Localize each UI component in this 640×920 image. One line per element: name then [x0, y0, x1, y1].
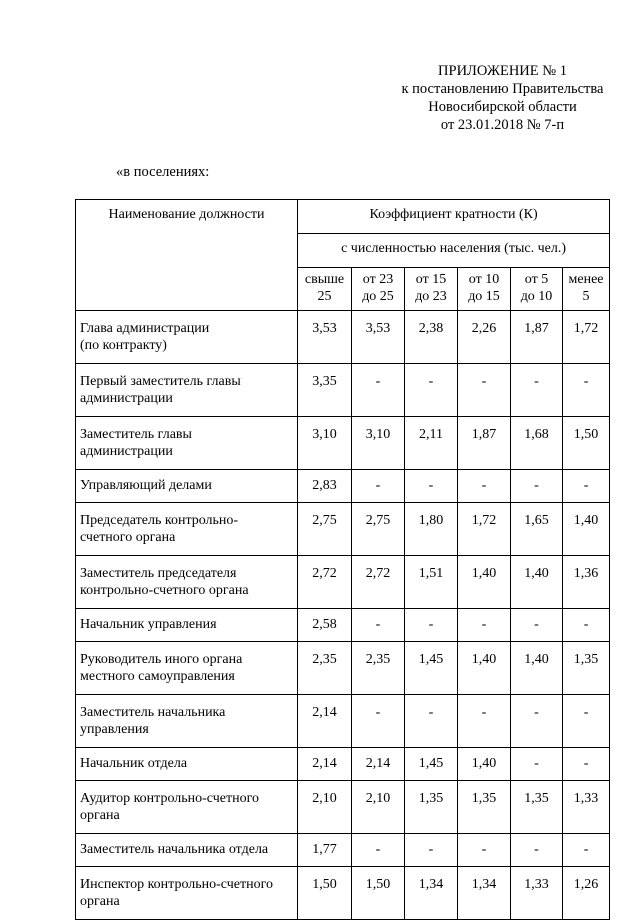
coefficient-value-cell: 2,26 — [458, 311, 511, 364]
coefficient-value-cell: - — [458, 470, 511, 503]
coefficient-value-cell: - — [458, 834, 511, 867]
coefficient-value-cell: 1,35 — [511, 781, 563, 834]
coefficient-value-cell: - — [511, 470, 563, 503]
coefficient-value-cell: 2,14 — [298, 695, 352, 748]
coefficient-value-cell: 1,68 — [511, 417, 563, 470]
table-row — [76, 503, 610, 556]
population-range-from: от 10 — [468, 272, 500, 287]
coefficient-value-cell: 2,10 — [352, 781, 405, 834]
coefficient-value-cell: 2,14 — [298, 748, 352, 781]
position-name-line: Первый заместитель главы — [80, 374, 241, 389]
position-name-line: Заместитель главы — [80, 427, 192, 442]
position-name-line: Начальник отдела — [80, 756, 188, 771]
position-name-cell — [76, 642, 298, 695]
coefficient-value-cell: 2,72 — [352, 556, 405, 609]
coefficient-value-cell: - — [352, 609, 405, 642]
position-name-line: администрации — [80, 391, 173, 406]
position-name-cell — [76, 556, 298, 609]
position-name-cell — [76, 748, 298, 781]
coefficient-value-cell: 1,45 — [405, 748, 458, 781]
position-name-line: органа — [80, 808, 120, 823]
coefficient-value-cell: 1,35 — [563, 642, 610, 695]
position-name-line: Аудитор контрольно-счетного — [80, 791, 259, 806]
coefficient-value-cell: 1,40 — [458, 556, 511, 609]
population-range-from: от 5 — [524, 272, 549, 287]
coefficient-value-cell: - — [511, 834, 563, 867]
position-name-line: Председатель контрольно- — [80, 513, 239, 528]
coefficient-value-cell: 2,75 — [352, 503, 405, 556]
coefficient-value-cell: - — [458, 609, 511, 642]
coefficient-value-cell: - — [458, 364, 511, 417]
population-range-header — [352, 268, 405, 311]
coefficient-value-cell: 1,50 — [563, 417, 610, 470]
coefficient-value-cell: 1,40 — [458, 748, 511, 781]
coefficient-table — [75, 199, 610, 920]
position-name-cell — [76, 503, 298, 556]
population-range-header — [511, 268, 563, 311]
intro-text: «в поселениях: — [116, 164, 210, 180]
coefficient-value-cell: - — [458, 695, 511, 748]
population-range-header — [405, 268, 458, 311]
position-name-cell — [76, 781, 298, 834]
table-row — [76, 417, 610, 470]
coefficient-value-cell: 2,35 — [298, 642, 352, 695]
coefficient-value-cell: 1,35 — [405, 781, 458, 834]
position-name-line: Заместитель начальника — [80, 705, 226, 720]
table-row — [76, 748, 610, 781]
position-name-cell — [76, 470, 298, 503]
appendix-date-line: от 23.01.2018 № 7-п — [440, 117, 565, 133]
coefficient-value-cell: 3,53 — [298, 311, 352, 364]
position-name-line: Начальник управления — [80, 617, 217, 632]
coefficient-value-cell: - — [405, 834, 458, 867]
position-name-line: Заместитель начальника отдела — [80, 842, 269, 857]
coefficient-value-cell: - — [352, 364, 405, 417]
population-range-to: до 25 — [362, 289, 394, 304]
coefficient-value-cell: 1,51 — [405, 556, 458, 609]
coefficient-value-cell: 1,65 — [511, 503, 563, 556]
coefficient-value-cell: - — [352, 470, 405, 503]
table-row — [76, 311, 610, 364]
coefficient-value-cell: 3,10 — [352, 417, 405, 470]
appendix-region-line: Новосибирской области — [428, 99, 577, 115]
coefficient-value-cell: 1,35 — [458, 781, 511, 834]
coefficient-value-cell: 2,11 — [405, 417, 458, 470]
table-row — [76, 867, 610, 920]
coefficient-value-cell: - — [352, 834, 405, 867]
population-range-from: свыше — [304, 272, 345, 287]
coefficient-value-cell: - — [563, 609, 610, 642]
coefficient-value-cell: 3,53 — [352, 311, 405, 364]
coefficient-value-cell: 1,40 — [511, 642, 563, 695]
coefficient-value-cell: 2,14 — [352, 748, 405, 781]
coefficient-value-cell: - — [352, 695, 405, 748]
coefficient-value-cell: 1,50 — [352, 867, 405, 920]
population-range-header — [563, 268, 610, 311]
population-range-to: до 23 — [415, 289, 447, 304]
population-range-to: 5 — [582, 289, 590, 304]
coefficient-value-cell: - — [563, 834, 610, 867]
appendix-title: ПРИЛОЖЕНИЕ № 1 — [438, 63, 567, 79]
coefficient-value-cell: 2,35 — [352, 642, 405, 695]
coefficient-value-cell: - — [511, 609, 563, 642]
population-range-to: до 15 — [468, 289, 500, 304]
coefficient-value-cell: - — [405, 470, 458, 503]
coefficient-value-cell: - — [511, 695, 563, 748]
coefficient-value-cell: - — [405, 364, 458, 417]
position-name-cell — [76, 834, 298, 867]
coefficient-value-cell: 1,72 — [563, 311, 610, 364]
coefficient-value-cell: - — [563, 695, 610, 748]
column-header-position: Наименование должности — [76, 200, 298, 311]
position-name-line: администрации — [80, 444, 173, 459]
appendix-header — [390, 62, 615, 134]
coefficient-value-cell: 1,87 — [458, 417, 511, 470]
position-name-cell — [76, 417, 298, 470]
position-name-cell — [76, 695, 298, 748]
appendix-ref-line: к постановлению Правительства — [401, 81, 604, 97]
position-name-line: контрольно-счетного органа — [80, 583, 249, 598]
population-range-from: от 15 — [415, 272, 447, 287]
position-name-cell — [76, 364, 298, 417]
position-name-cell — [76, 311, 298, 364]
coefficient-value-cell: 2,10 — [298, 781, 352, 834]
coefficient-value-cell: 1,87 — [511, 311, 563, 364]
coefficient-value-cell: 1,50 — [298, 867, 352, 920]
position-name-cell — [76, 867, 298, 920]
coefficient-value-cell: - — [563, 748, 610, 781]
coefficient-value-cell: 1,34 — [458, 867, 511, 920]
coefficient-value-cell: 2,75 — [298, 503, 352, 556]
coefficient-value-cell: 3,10 — [298, 417, 352, 470]
coefficient-value-cell: - — [511, 748, 563, 781]
table-row — [76, 695, 610, 748]
coefficient-value-cell: - — [511, 364, 563, 417]
coefficient-value-cell: - — [405, 609, 458, 642]
coefficient-value-cell: - — [405, 695, 458, 748]
coefficient-value-cell: 1,33 — [563, 781, 610, 834]
population-range-from: менее — [568, 272, 604, 287]
position-name-line: Управляющий делами — [80, 478, 212, 493]
coefficient-value-cell: 1,45 — [405, 642, 458, 695]
population-range-from: от 23 — [362, 272, 394, 287]
coefficient-value-cell: 3,35 — [298, 364, 352, 417]
position-name-line: местного самоуправления — [80, 669, 235, 684]
position-name-line: Руководитель иного органа — [80, 652, 243, 667]
coefficient-value-cell: 1,72 — [458, 503, 511, 556]
coefficient-value-cell: 1,36 — [563, 556, 610, 609]
coefficient-value-cell: 1,34 — [405, 867, 458, 920]
coefficient-value-cell: 1,40 — [563, 503, 610, 556]
coefficient-value-cell: 1,40 — [458, 642, 511, 695]
coefficient-value-cell: 1,26 — [563, 867, 610, 920]
position-name-line: Заместитель председателя — [80, 566, 237, 581]
coefficient-value-cell: 1,80 — [405, 503, 458, 556]
position-name-line: Глава администрации — [80, 321, 210, 336]
coefficient-value-cell: - — [563, 470, 610, 503]
coefficient-value-cell: 1,33 — [511, 867, 563, 920]
population-range-header — [458, 268, 511, 311]
table-row — [76, 556, 610, 609]
table-row — [76, 470, 610, 503]
column-header-population: с численностью населения (тыс. чел.) — [298, 234, 610, 268]
column-header-coefficient: Коэффициент кратности (К) — [298, 200, 610, 234]
position-name-line: Инспектор контрольно-счетного — [80, 877, 273, 892]
table-row — [76, 642, 610, 695]
table-row — [76, 364, 610, 417]
coefficient-value-cell: 2,83 — [298, 470, 352, 503]
coefficient-value-cell: 1,77 — [298, 834, 352, 867]
population-range-to: 25 — [317, 289, 332, 304]
population-range-to: до 10 — [520, 289, 553, 304]
position-name-line: управления — [80, 722, 149, 737]
coefficient-value-cell: 2,38 — [405, 311, 458, 364]
coefficient-value-cell: - — [563, 364, 610, 417]
position-name-line: счетного органа — [80, 530, 176, 545]
position-name-cell — [76, 609, 298, 642]
coefficient-value-cell: 2,58 — [298, 609, 352, 642]
table-row — [76, 609, 610, 642]
table-row — [76, 781, 610, 834]
coefficient-value-cell: 2,72 — [298, 556, 352, 609]
table-row — [76, 834, 610, 867]
position-name-line: (по контракту) — [80, 338, 167, 353]
coefficient-value-cell: 1,40 — [511, 556, 563, 609]
population-range-header — [298, 268, 352, 311]
position-name-line: органа — [80, 894, 120, 909]
